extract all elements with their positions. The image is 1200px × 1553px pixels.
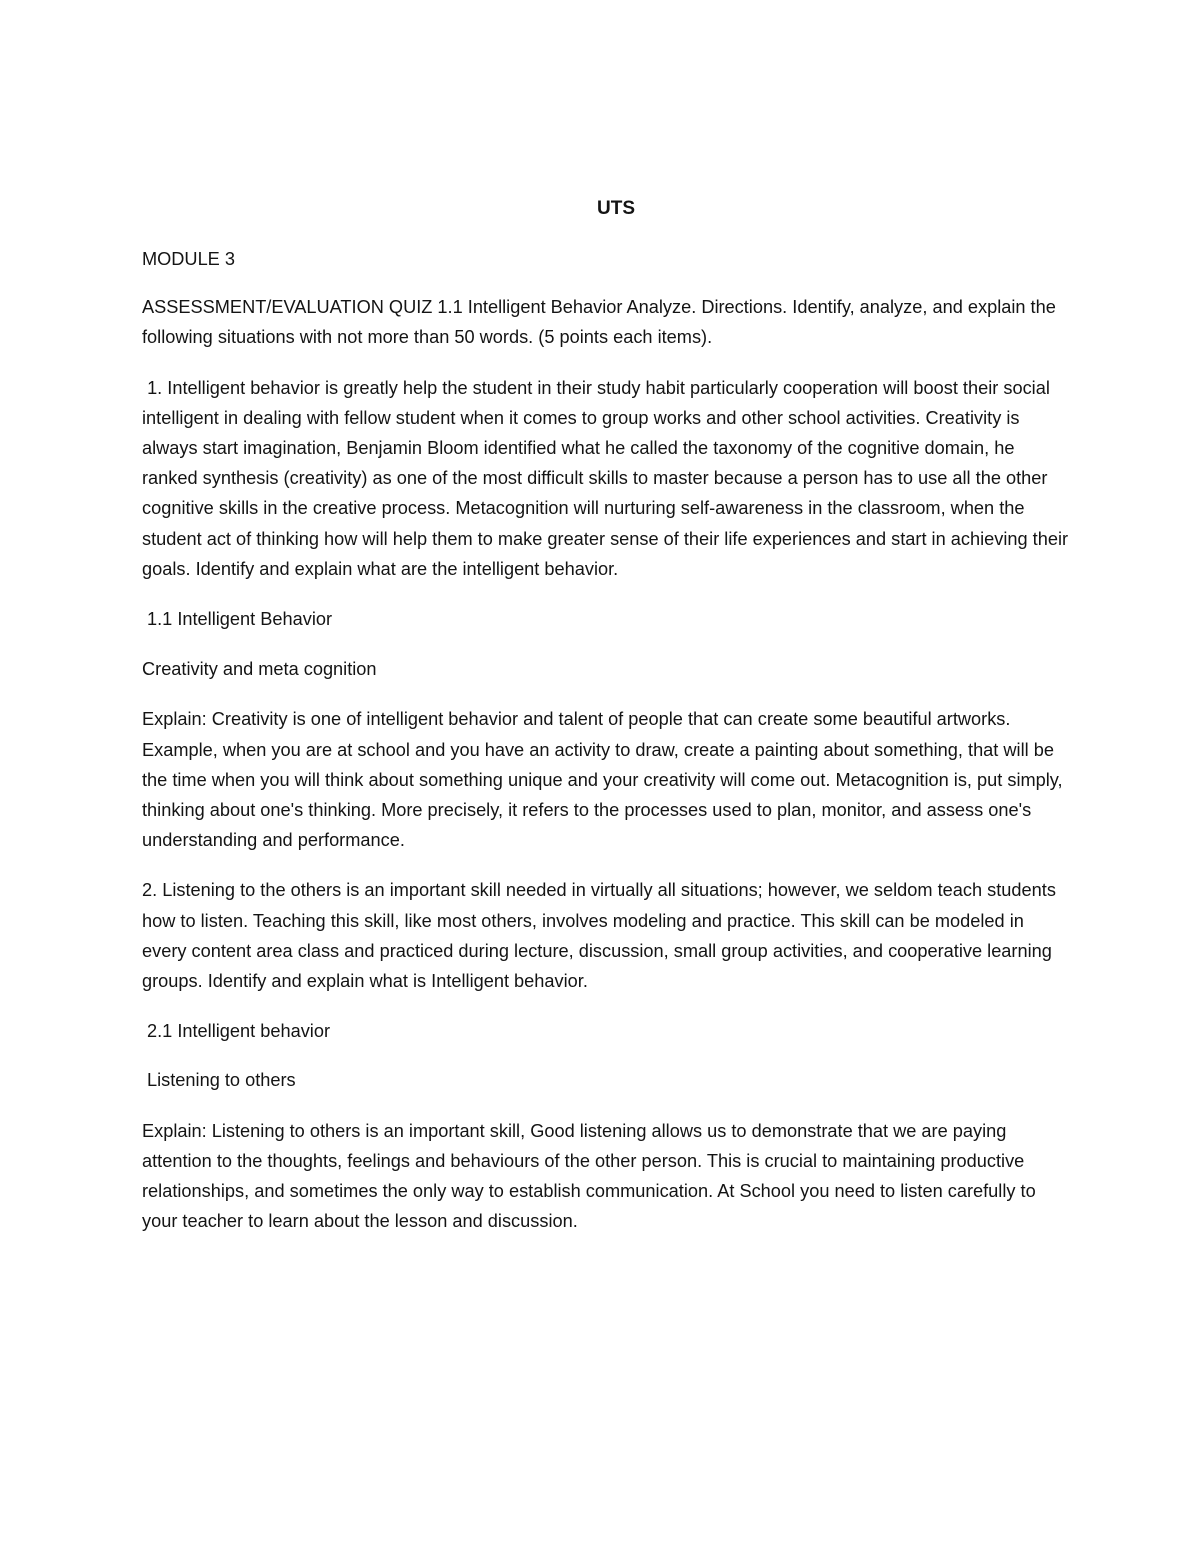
item-1-explanation: Explain: Creativity is one of intelligent behavior and talent of people that can create some beautiful artworks. Example, when you are at school and you have an activity to draw, create a painting about something, that will be the time when you will think about something unique and your creativity will come out. Metacognition is, put simply, thinking about one's thinking. More precisely, it refers to the processes used to plan, monitor, and assess one's understanding and performance. (142, 709, 1063, 851)
directions-paragraph: ASSESSMENT/EVALUATION QUIZ 1.1 Intelligent Behavior Analyze. Directions. Identify, analyze, and explain the following situations with not more than 50 words. (5 points each items). (142, 297, 1056, 348)
item-2-subheading: 2.1 Intelligent behavior (147, 1021, 331, 1042)
document-body (142, 196, 1072, 1236)
item-2-explanation: Explain: Listening to others is an important skill, Good listening allows us to demonstrate that we are paying attention to the thoughts, feelings and behaviours of the other person. This is crucial to maintaining productive relationships, and sometimes the only way to establish communication. At School you need to listen carefully to your teacher to learn about the lesson and discussion. (142, 1120, 1036, 1232)
item-2-question: 2. Listening to the others is an important skill needed in virtually all situations; however, we seldom teach students how to listen. Teaching this skill, like most others, involves modeling and practice. This skill can be modeled in every content area class and practiced during lecture, discussion, small group activities, and cooperative learning groups. Identify and explain what is Intelligent behavior. (142, 880, 1056, 992)
item-1-subheading: 1.1 Intelligent Behavior (147, 609, 333, 630)
item-1-question: 1. Intelligent behavior is greatly help the student in their study habit particularly cooperation will boost their social intelligent in dealing with fellow student when it comes to group works and other school activities. Creativity is always start imagination, Benjamin Bloom identified what he called the taxonomy of the cognitive domain, he ranked synthesis (creativity) as one of the most difficult skills to master because a person has to use all the other cognitive skills in the creative process. Metacognition will nurturing self-awareness in the classroom, when the student act of thinking how will help them to make greater sense of their life experiences and start in achieving their goals. Identify and explain what are the intelligent behavior. (142, 377, 1074, 579)
module-heading: MODULE 3 (142, 249, 235, 269)
document-title: UTS (597, 198, 635, 219)
item-1-answer: Creativity and meta cognition (142, 659, 377, 680)
item-2-answer: Listening to others (147, 1070, 296, 1091)
